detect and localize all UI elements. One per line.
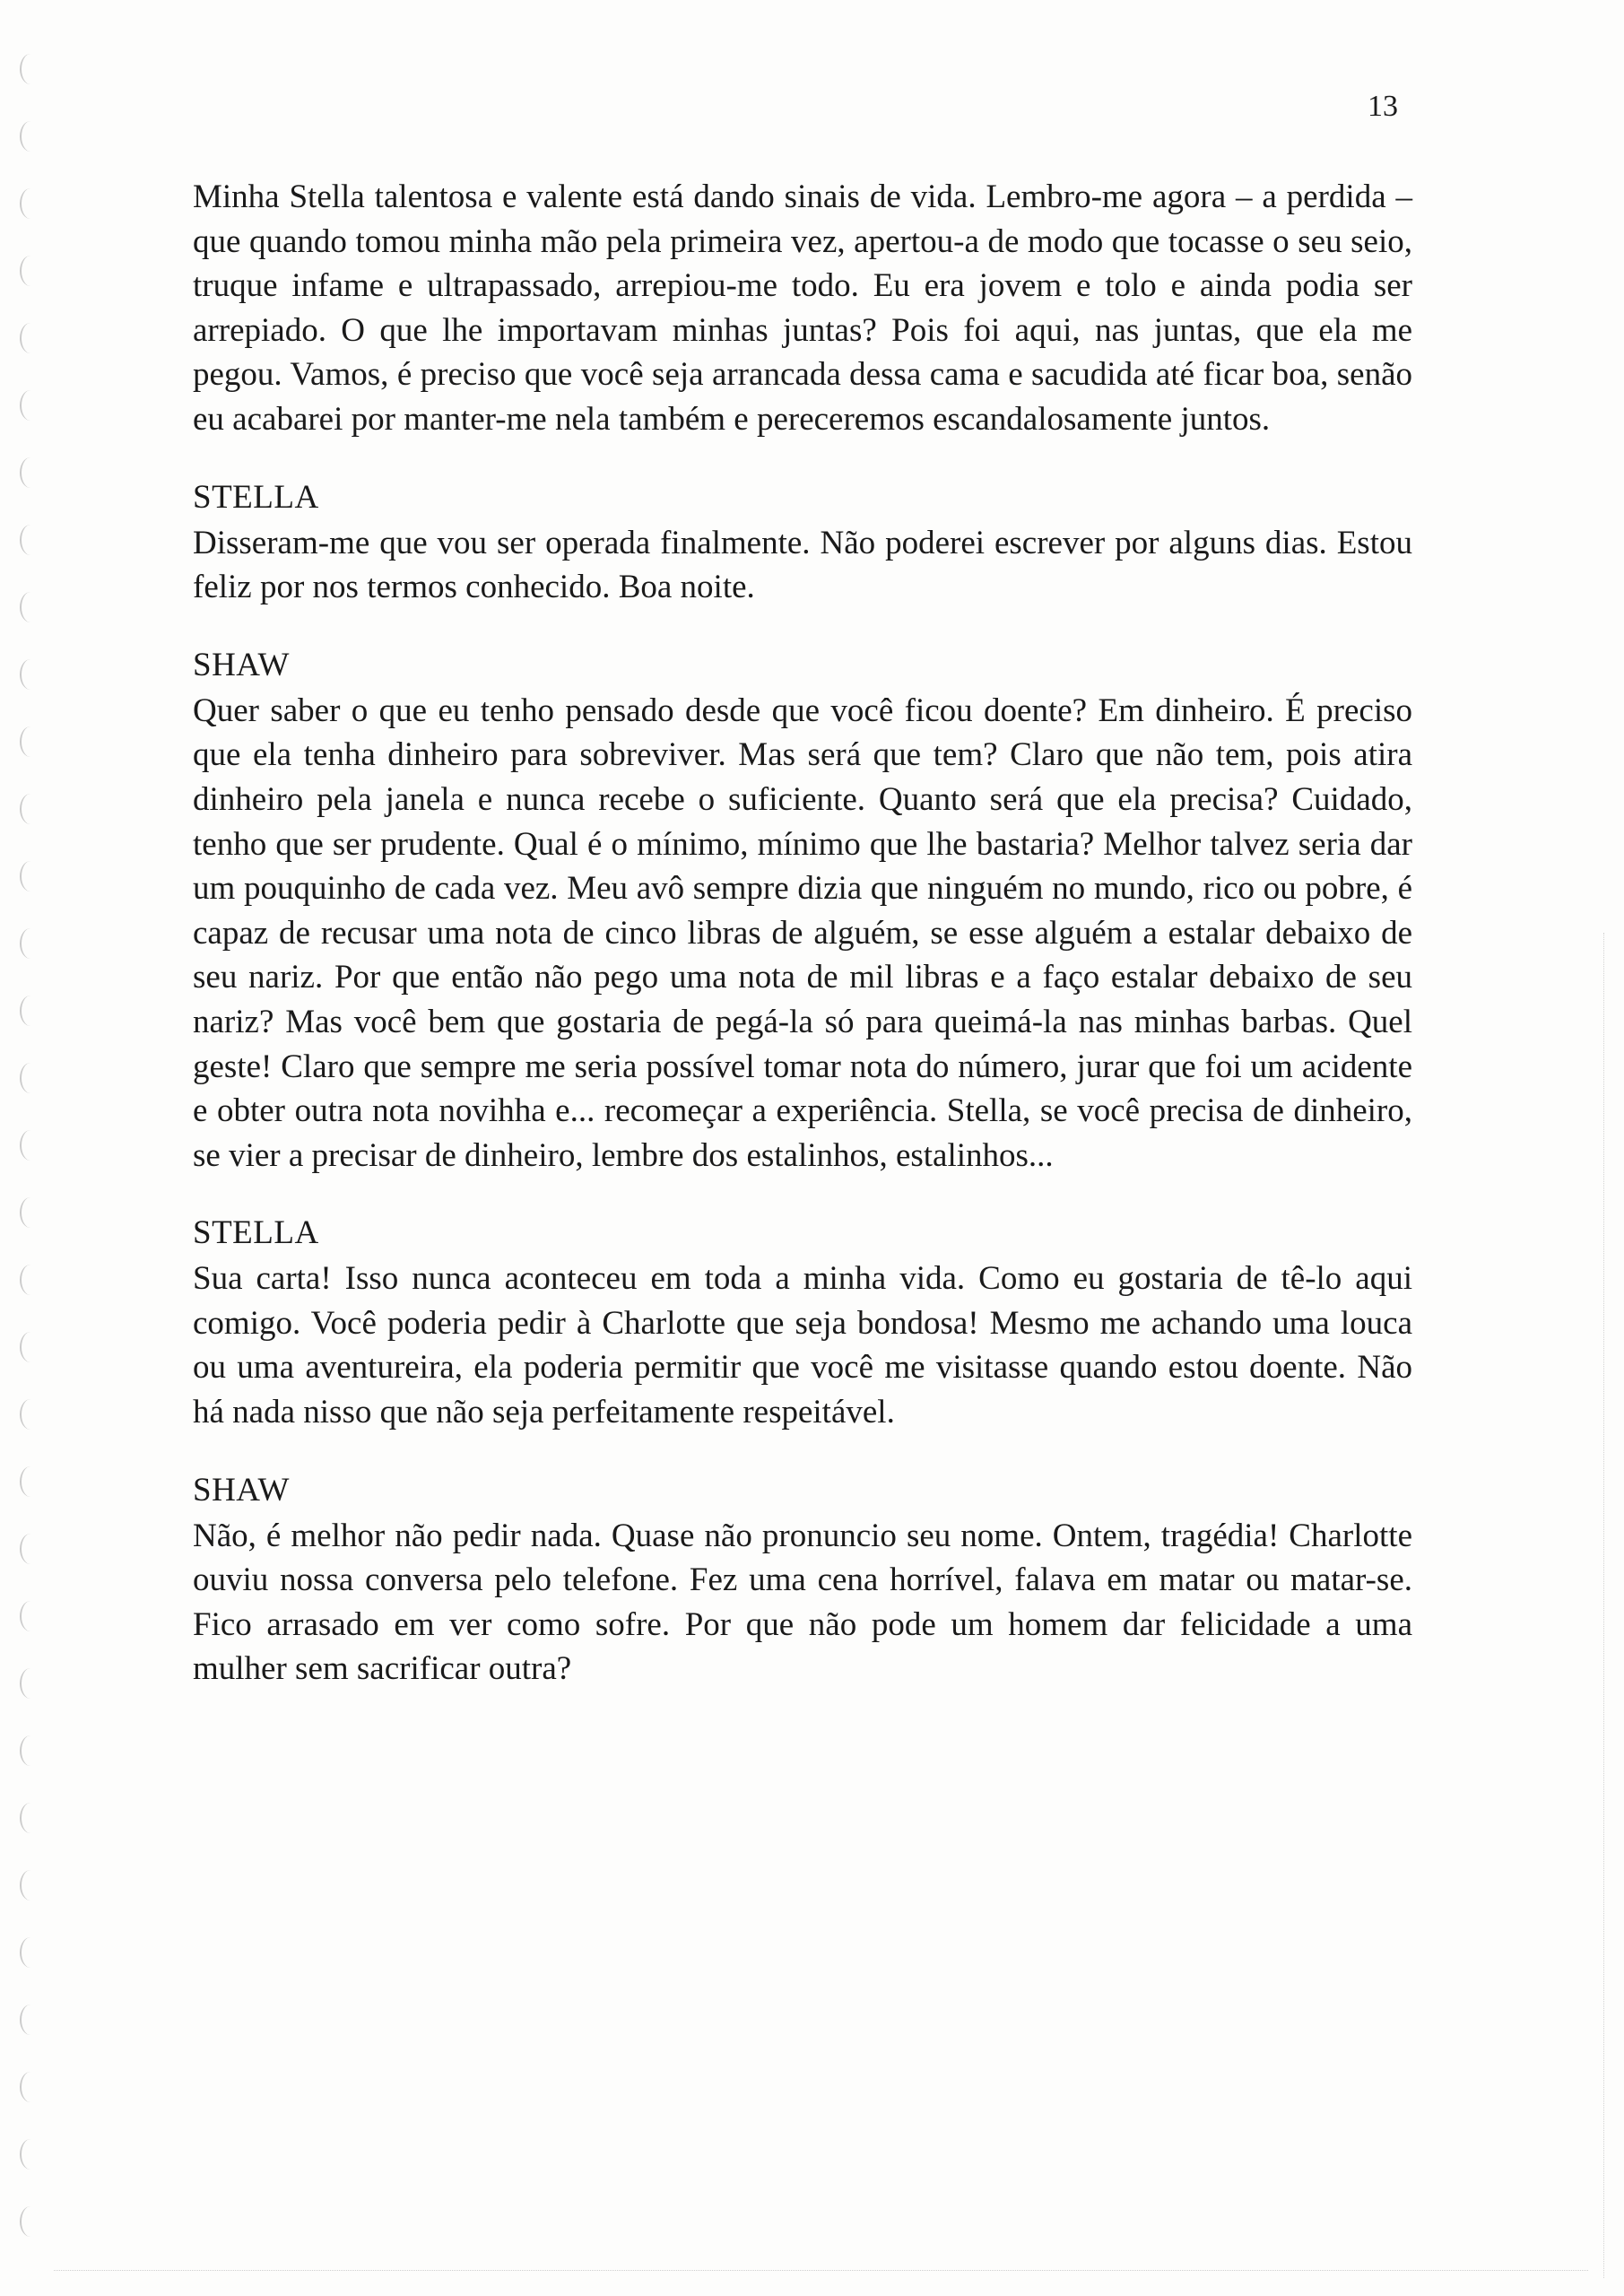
script-body (193, 175, 1412, 1724)
page-number: 13 (1368, 90, 1398, 123)
dialogue-block (193, 642, 1412, 1178)
dialogue-text: Sua carta! Isso nunca aconteceu em toda a minha vida. Como eu gostaria de tê-lo aqui comigo. Você poderia pedir à Charlotte que seja bondosa! Mesmo me achando uma louca ou uma aventureira, ela poderia permitir que você me visitasse quando estou doente. Não há nada nisso que não seja perfeitamente respeitável. (193, 1260, 1412, 1431)
dialogue-text: Quer saber o que eu tenho pensado desde que você ficou doente? Em dinheiro. É preciso que ela tenha dinheiro para sobreviver. Mas será que tem? Claro que não tem, pois atira dinheiro pela janela e nunca recebe o suficiente. Quanto será que ela precisa? Cuidado, tenho que ser prudente. Qual é o mínimo, mínimo que lhe bastaria? Melhor talvez seria dar um pouquinho de cada vez. Meu avô sempre dizia que ninguém no mundo, rico ou pobre, é capaz de recusar uma nota de cinco libras de alguém, se esse alguém a estalar debaixo de seu nariz. Por que então não pego uma nota de mil libras e a faço estalar debaixo de seu nariz? Mas você bem que gostaria de pegá-la só para queimá-la nas minhas barbas. Quel geste! Claro que sempre me seria possível tomar nota do número, jurar que foi um acidente e obter outra nota novihha e... recomeçar a experiência. Stella, se você precisa de dinheiro, se vier a precisar de dinheiro, lembre dos estalinhos, estalinhos... (193, 691, 1412, 1174)
dialogue-block (193, 1210, 1412, 1434)
dialogue-text: Minha Stella talentosa e valente está dando sinais de vida. Lembro-me agora – a perdida – que quando tomou minha mão pela primeira vez, apertou-a de modo que tocasse o seu seio, truque infame e ultrapassado, arrepiou-me todo. Eu era jovem e tolo e ainda podia ser arrepiado. O que lhe importavam minhas juntas? Pois foi aqui, nas juntas, que ela me pegou. Vamos, é preciso que você seja arrancada dessa cama e sacudida até ficar boa, senão eu acabarei por manter-me nela também e pereceremos escandalosamente juntos. (193, 178, 1412, 438)
dialogue-text: Disseram-me que vou ser operada finalmente. Não poderei escrever por alguns dias. Estou feliz por nos termos conhecido. Boa noite. (193, 524, 1412, 606)
speaker-name: SHAW (193, 1471, 290, 1509)
page-edge-shadow (1603, 933, 1608, 2278)
dialogue-block (193, 175, 1412, 442)
dialogue-block (193, 474, 1412, 610)
dialogue-text: Não, é melhor não pedir nada. Quase não pronuncio seu nome. Ontem, tragédia! Charlotte ouviu nossa conversa pelo telefone. Fez uma cena horrível, falava em matar ou matar-se. Fico arrasado em ver como sofre. Por que não pode um homem dar felicidade a uma mulher sem sacrificar outra? (193, 1517, 1412, 1688)
speaker-name: SHAW (193, 646, 290, 683)
page-bottom-edge (54, 2270, 1588, 2271)
dialogue-block (193, 1467, 1412, 1692)
binding-holes-decoration (20, 18, 63, 2278)
speaker-name: STELLA (193, 1214, 319, 1252)
speaker-name: STELLA (193, 478, 319, 516)
